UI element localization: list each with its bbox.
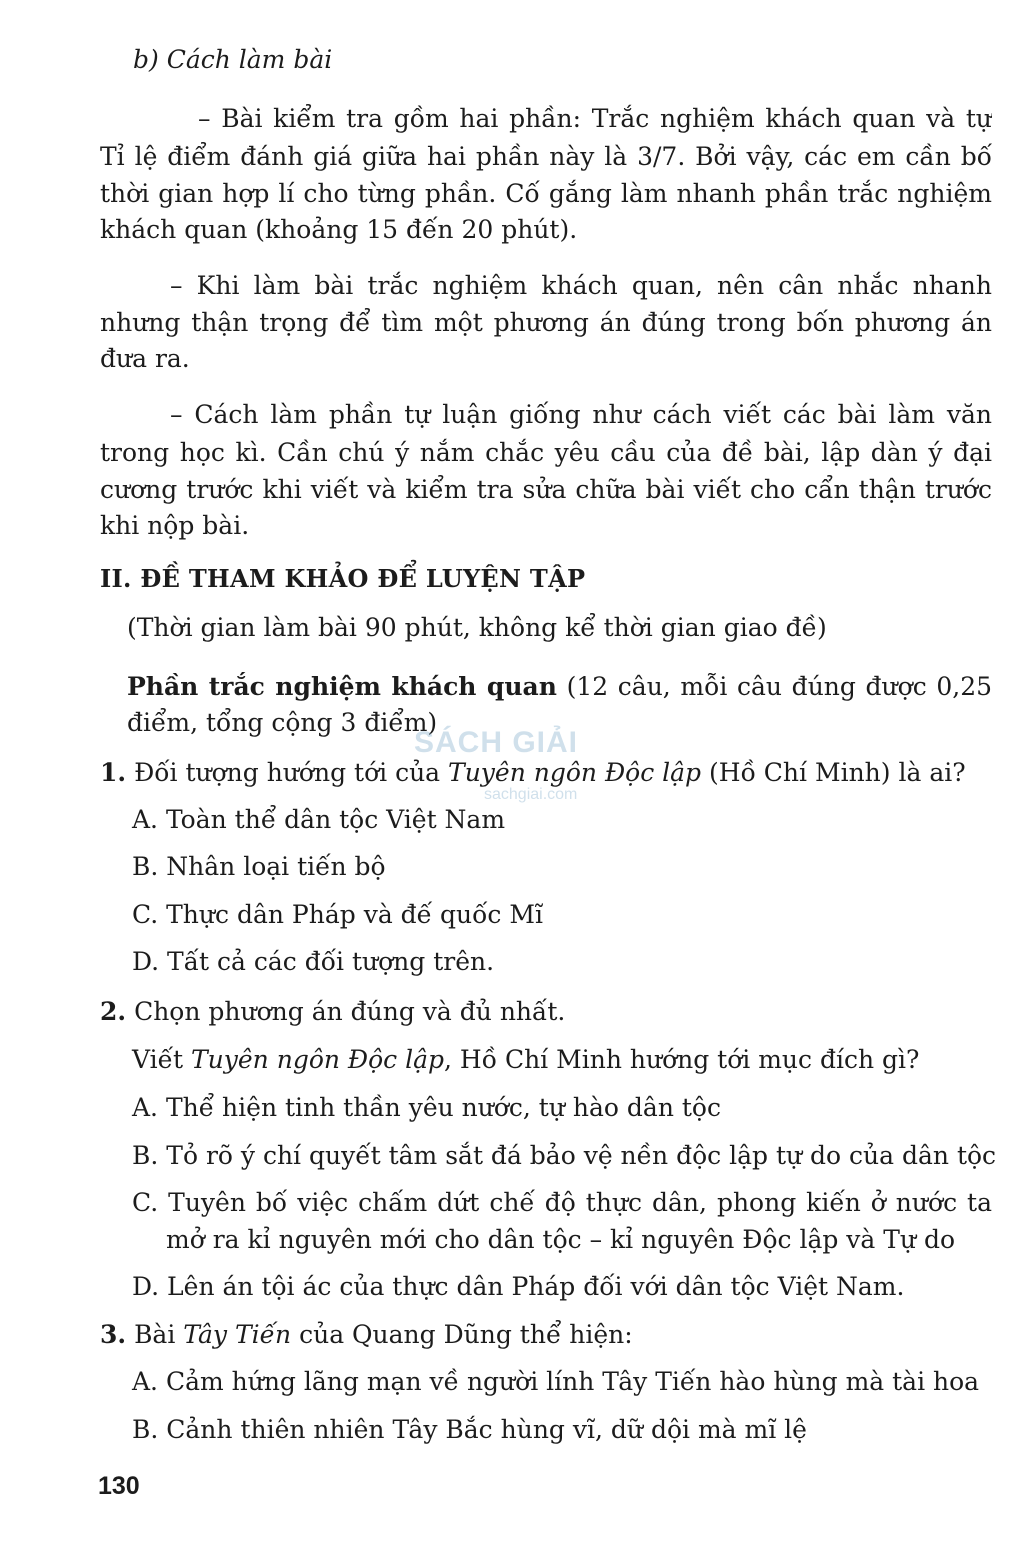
q1-option-c: C. Thực dân Pháp và đế quốc Mĩ bbox=[132, 900, 543, 929]
q3-text-pre: Bài bbox=[134, 1320, 184, 1349]
time-note: (Thời gian làm bài 90 phút, không kể thời gian giao đề) bbox=[127, 613, 827, 642]
q1-work-title: Tuyên ngôn Độc lập bbox=[448, 758, 702, 787]
q2-option-b: B. Tỏ rõ ý chí quyết tâm sắt đá bảo vệ nền độc lập tự do của dân tộc bbox=[132, 1141, 997, 1170]
question-2 bbox=[100, 996, 565, 1028]
mc-part-line2: điểm, tổng cộng 3 điểm) bbox=[127, 708, 438, 737]
q1-text-post: (Hồ Chí Minh) là ai? bbox=[701, 758, 966, 787]
para1-line3: thời gian hợp lí cho từng phần. Cố gắng làm nhanh phần trắc nghiệm bbox=[100, 179, 992, 208]
question-1 bbox=[100, 757, 966, 789]
q1-option-d: D. Tất cả các đối tượng trên. bbox=[132, 947, 495, 976]
q2-number: 2. bbox=[100, 997, 127, 1026]
mc-part-title: Phần trắc nghiệm khách quan bbox=[127, 672, 557, 701]
para3-line2: trong học kì. Cần chú ý nắm chắc yêu cầu của đề bài, lập dàn ý đại bbox=[100, 438, 992, 467]
q2-text: Chọn phương án đúng và đủ nhất. bbox=[134, 997, 566, 1026]
mc-part-line1 bbox=[127, 671, 992, 703]
q3-option-b: B. Cảnh thiên nhiên Tây Bắc hùng vĩ, dữ dội mà mĩ lệ bbox=[132, 1415, 807, 1444]
q1-text-pre: Đối tượng hướng tới của bbox=[134, 758, 449, 787]
q3-work-title: Tây Tiến bbox=[183, 1320, 292, 1349]
question-3 bbox=[100, 1319, 633, 1351]
q2-work-title: Tuyên ngôn Độc lập bbox=[190, 1045, 445, 1074]
q1-number: 1. bbox=[100, 758, 127, 787]
q3-text-post: của Quang Dũng thể hiện: bbox=[291, 1320, 633, 1349]
para1-line4: khách quan (khoảng 15 đến 20 phút). bbox=[100, 215, 578, 244]
para1-line1: – Bài kiểm tra gồm hai phần: Trắc nghiệm khách quan và tự bbox=[198, 104, 992, 133]
para2-line1: – Khi làm bài trắc nghiệm khách quan, nên cân nhắc nhanh bbox=[170, 271, 992, 300]
q3-number: 3. bbox=[100, 1320, 127, 1349]
para3-line3: cương trước khi viết và kiểm tra sửa chữa bài viết cho cẩn thận trước bbox=[100, 475, 992, 504]
q2-option-a: A. Thể hiện tinh thần yêu nước, tự hào dân tộc bbox=[132, 1093, 721, 1122]
para2-line3: đưa ra. bbox=[100, 344, 190, 373]
q2-option-d: D. Lên án tội ác của thực dân Pháp đối với dân tộc Việt Nam. bbox=[132, 1272, 905, 1301]
q2-option-c-line1: C. Tuyên bố việc chấm dứt chế độ thực dân, phong kiến ở nước ta bbox=[132, 1188, 992, 1217]
watermark-brand: SÁCH GIẢI bbox=[414, 726, 579, 759]
para1-line2: Tỉ lệ điểm đánh giá giữa hai phần này là 3/7. Bởi vậy, các em cần bố bbox=[100, 142, 992, 171]
q3-option-a: A. Cảm hứng lãng mạn về người lính Tây Tiến hào hùng mà tài hoa bbox=[132, 1367, 980, 1396]
para3-line4: khi nộp bài. bbox=[100, 511, 250, 540]
q1-option-a: A. Toàn thể dân tộc Việt Nam bbox=[132, 805, 506, 834]
page-number: 130 bbox=[98, 1472, 140, 1500]
section-b-title: b) Cách làm bài bbox=[133, 45, 333, 74]
q2-subquestion bbox=[132, 1044, 919, 1076]
para3-line1: – Cách làm phần tự luận giống như cách viết các bài làm văn bbox=[170, 400, 992, 429]
para2-line2: nhưng thận trọng để tìm một phương án đúng trong bốn phương án bbox=[100, 308, 992, 337]
mc-part-desc: (12 câu, mỗi câu đúng được 0,25 bbox=[566, 672, 992, 701]
watermark-url: sachgiai.com bbox=[484, 786, 578, 803]
section2-heading: II. ĐỀ THAM KHẢO ĐỂ LUYỆN TẬP bbox=[100, 564, 586, 593]
q2-sub-post: , Hồ Chí Minh hướng tới mục đích gì? bbox=[444, 1045, 920, 1074]
q2-option-c-line2: mở ra kỉ nguyên mới cho dân tộc – kỉ nguyên Độc lập và Tự do bbox=[166, 1225, 956, 1254]
q2-sub-pre: Viết bbox=[132, 1045, 191, 1074]
q1-option-b: B. Nhân loại tiến bộ bbox=[132, 852, 386, 881]
